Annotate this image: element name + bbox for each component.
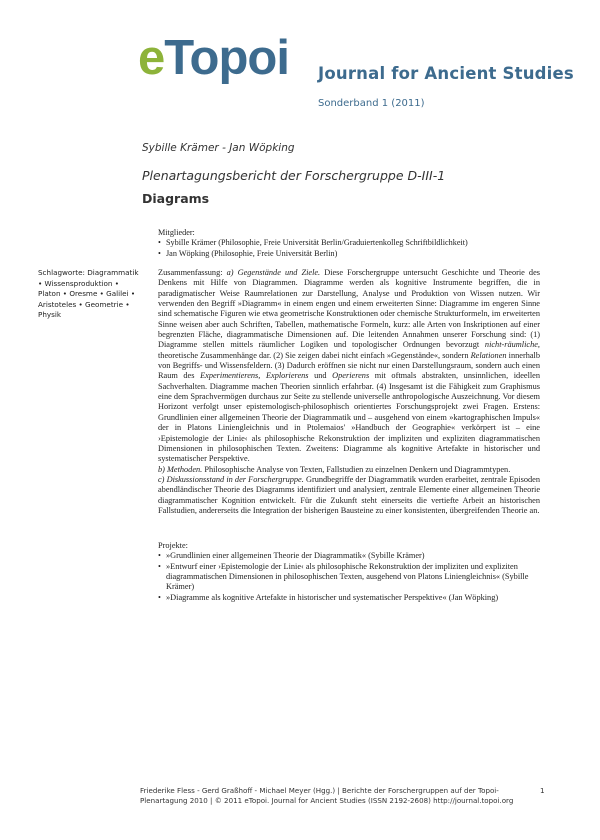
project-item: • »Entwurf einer ›Epistemologie der Linie‹ als philosophische Rekonstruktion der impliziten und expliziten diagrammatischen Dimensionen in philosophischen Texten, ausgehend von Platons Liniengleichnis« (Sybille Krämer) — [158, 562, 540, 593]
projects-list — [158, 551, 540, 603]
members-block — [158, 228, 558, 259]
projects-block — [158, 541, 540, 603]
logo-e: e — [138, 31, 165, 85]
etopoi-logo — [138, 31, 289, 85]
issue-label: Sonderband 1 (2011) — [318, 98, 425, 109]
member-item: • Jan Wöpking (Philosophie, Freie Universität Berlin) — [158, 249, 558, 259]
abstract-paragraph-discussion: c) Diskussionsstand in der Forschergruppe. Grundbegriffe der Diagrammatik wurden erarbeitet, zentrale Episoden abendländischer Theorie des Diagramms identifiziert und analysiert, zentrale Elemente einer allgemeinen Theorie diagrammatischer Kognition entwickelt. Für die Zukunft steht einerseits die vertiefte Arbeit an historischen Fallstudien, andererseits die Integration der bisherigen Bausteine zu einer konsistenten, übergreifenden Theorie an. — [158, 474, 540, 515]
keywords-sidebar — [38, 268, 143, 321]
footer-line-2: Plenartagung 2010 | © 2011 eTopoi. Journal for Ancient Studies (ISSN 2192-2608) http://journal.topoi.org — [140, 795, 514, 805]
page-footer — [140, 786, 530, 806]
footer-line-1: Friederike Fless - Gerd Graßhoff - Michael Meyer (Hgg.) | Berichte der Forschergruppen auf der Topoi- — [140, 786, 499, 795]
member-item: • Sybille Krämer (Philosophie, Freie Universität Berlin/Graduiertenkolleg Schriftbildlichkeit) — [158, 238, 558, 248]
logo-topoi: Topoi — [164, 31, 289, 85]
keywords-list: Diagrammatik • Wissensproduktion • Platon • Oresme • Galilei • Aristoteles • Geometrie • Physik — [38, 268, 139, 320]
abstract-paragraph-goals: Zusammenfassung: a) Gegenstände und Ziele. Diese Forschergruppe untersucht Geschichte und Theorie des Denkens mit Hilfe von Diagrammen. Diagramme werden als kognitive Instrumente begriffen, die in paradigmatischer Weise Raumrelationen zur Darstellung, Analyse und Produktion von Wissen nutzen. Wir verwenden den Begriff »Diagramm« in einem engen und einem erweiterten Sinne: Diagramme im engeren Sinne sind schematische Figuren wie etwa geometrische Konstruktionen oder chemische Strukturformeln, im erweiterten Sinne weisen aber auch Schriften, Tabellen, mathematische Formeln, kurz: alle Arten von Inskriptionen auf einer begrenzten Fläche, diagrammatische Dimensionen auf. Die leitenden Annahmen unserer Forschung sind: (1) Diagramme stellen mittels räumlicher Logiken und topologischer Ordnungen bevorzugt nicht-räumliche, theoretische Zusammenhänge dar. (2) Sie zeigen dabei nicht einfach »Gegenstände«, sondern Relationen innerhalb von Begriffs- und Wissensfeldern. (3) Dadurch eröffnen sie nicht nur einen Darstellungsraum, sondern auch einen Raum des Experimentierens, Explorierens und Operierens mit oftmals abstrakten, unsinnlichen, ideellen Sachverhalten. Diagramme machen Theorien sinnlich erfahrbar. (4) Insgesamt ist die Fähigkeit zum Graphismus eine dem Sprachvermögen durchaus zur Seite zu stellende universelle anthropologische Auszeichnung. Vor diesem Horizont verfolgt unser epistemologisch-philosophisch orientiertes Forschungsprojekt zwei Fragen. Erstens: Grundlinien einer allgemeinen Theorie der Diagrammatik und – ausgehend von einem »kartographischen Impuls« der in Platons Liniengleichnis und in Ptolemaios' »Handbuch der Geographie« verkörpert ist – eine ›Epistemologie der Linie‹ als philosophische Rekonstruktion der impliziten und expliziten diagrammatischen Dimensionen in philosophischen Texten. Zweitens: Diagramme als kognitive Artefakte in historischer und systematischer Perspektive. — [158, 268, 541, 464]
project-item: • »Diagramme als kognitive Artefakte in historischer und systematischer Perspektive« (Jan Wöpking) — [158, 593, 540, 603]
project-item: • »Grundlinien einer allgemeinen Theorie der Diagrammatik« (Sybille Krämer) — [158, 551, 540, 561]
article-title: Plenartagungsbericht der Forschergruppe D-III-1 — [142, 168, 446, 183]
journal-name: Journal for Ancient Studies — [318, 64, 574, 83]
abstract-block — [158, 268, 540, 516]
abstract-paragraph-methods: b) Methoden. Philosophische Analyse von Texten, Fallstudien zu einzelnen Denkern und Diagrammtypen. — [158, 464, 511, 474]
page-number: 1 — [540, 786, 545, 795]
members-heading: Mitglieder: — [158, 228, 195, 237]
article-authors: Sybille Krämer - Jan Wöpking — [142, 142, 295, 154]
article-subtitle: Diagrams — [142, 191, 210, 206]
keywords-label: Schlagworte: — [38, 268, 85, 277]
members-list — [158, 238, 558, 259]
projects-heading: Projekte: — [158, 541, 188, 550]
